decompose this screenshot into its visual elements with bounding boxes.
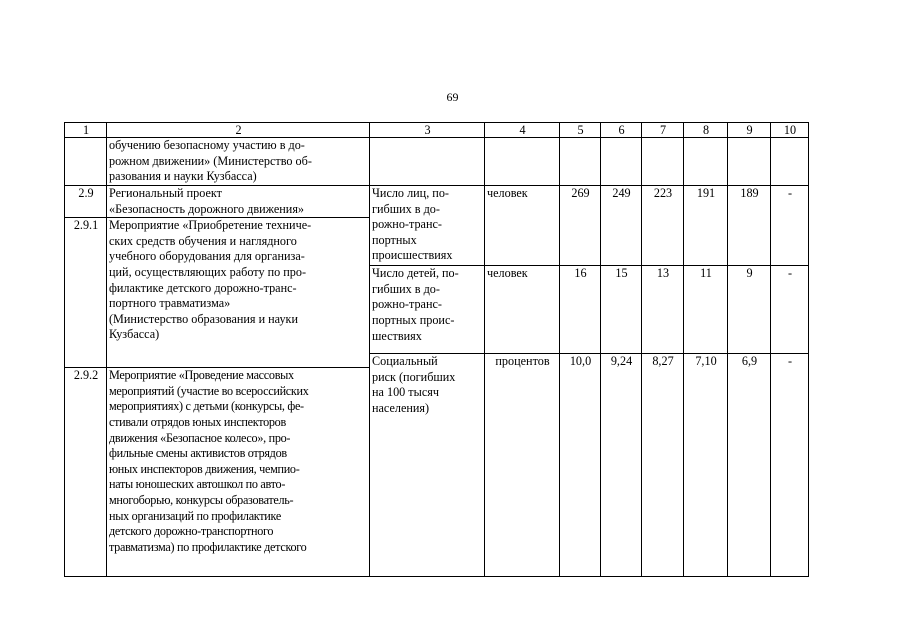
value-cell: 189 — [728, 186, 771, 266]
number-cell: 2.9 — [65, 186, 107, 218]
unit-cell — [485, 138, 560, 186]
header-cell: 2 — [107, 123, 370, 138]
unit-cell: человек — [485, 266, 560, 354]
number-cell: 2.9.2 — [65, 368, 107, 577]
value-cell: 191 — [684, 186, 728, 266]
value-cell: 249 — [601, 186, 642, 266]
value-cell: 13 — [642, 266, 684, 354]
value-cell — [684, 138, 728, 186]
header-cell: 9 — [728, 123, 771, 138]
value-cell: 269 — [560, 186, 601, 266]
header-cell: 1 — [65, 123, 107, 138]
value-cell: 15 — [601, 266, 642, 354]
header-cell: 10 — [771, 123, 809, 138]
value-cell — [728, 138, 771, 186]
indicator-cell: Социальный риск (погибших на 100 тысяч населения) — [370, 354, 485, 577]
value-cell: - — [771, 266, 809, 354]
value-cell — [771, 138, 809, 186]
header-cell: 6 — [601, 123, 642, 138]
unit-cell: процентов — [485, 354, 560, 577]
value-cell — [601, 138, 642, 186]
project-row — [65, 186, 809, 218]
header-cell: 5 — [560, 123, 601, 138]
value-cell: 8,27 — [642, 354, 684, 577]
value-cell: 16 — [560, 266, 601, 354]
project-name-cell: Региональный проект «Безопасность дорожного движения» — [107, 186, 370, 218]
indicator-cell — [370, 138, 485, 186]
value-cell: 11 — [684, 266, 728, 354]
value-cell: - — [771, 186, 809, 266]
header-cell: 4 — [485, 123, 560, 138]
page-number: 69 — [446, 90, 459, 104]
number-cell — [65, 138, 107, 186]
measure-name-cell: Мероприятие «Проведение массовых мероприятий (участие во всероссийских мероприятиях) с детьми (конкурсы, фе- стивали отрядов юных инспекторов движения «Безопасное колесо», про- фильные смены активистов отрядов юных инспекторов движения, чемпио- наты юношеских автошкол по авто- многоборью, конкурсы образователь- ных организаций по профилактике детского дорожно-транспортного травматизма) по профилактике детского — [107, 368, 370, 577]
continuation-row — [65, 138, 809, 186]
value-cell: 9 — [728, 266, 771, 354]
value-cell: 7,10 — [684, 354, 728, 577]
measure-name-cell: обучению безопасному участию в до- рожном движении» (Министерство об- разования и науки Кузбасса) — [107, 138, 370, 186]
indicator-cell: Число лиц, по- гибших в до- рожно-транс- портных происшествиях — [370, 186, 485, 266]
header-cell: 8 — [684, 123, 728, 138]
header-row — [65, 123, 809, 138]
program-table — [64, 122, 809, 577]
value-cell: 9,24 — [601, 354, 642, 577]
header-cell: 7 — [642, 123, 684, 138]
unit-cell: человек — [485, 186, 560, 266]
value-cell — [642, 138, 684, 186]
value-cell — [560, 138, 601, 186]
value-cell: - — [771, 354, 809, 577]
value-cell: 6,9 — [728, 354, 771, 577]
measure-name-cell: Мероприятие «Приобретение техниче- ских средств обучения и наглядного учебного оборудования для организа- ций, осуществляющих работу по про- филактике детского дорожно-транс- портного травматизма» (Министерство образования и науки Кузбасса) — [107, 218, 370, 368]
header-cell: 3 — [370, 123, 485, 138]
number-cell: 2.9.1 — [65, 218, 107, 368]
value-cell: 223 — [642, 186, 684, 266]
indicator-cell: Число детей, по- гибших в до- рожно-транс- портных проис- шествиях — [370, 266, 485, 354]
value-cell: 10,0 — [560, 354, 601, 577]
